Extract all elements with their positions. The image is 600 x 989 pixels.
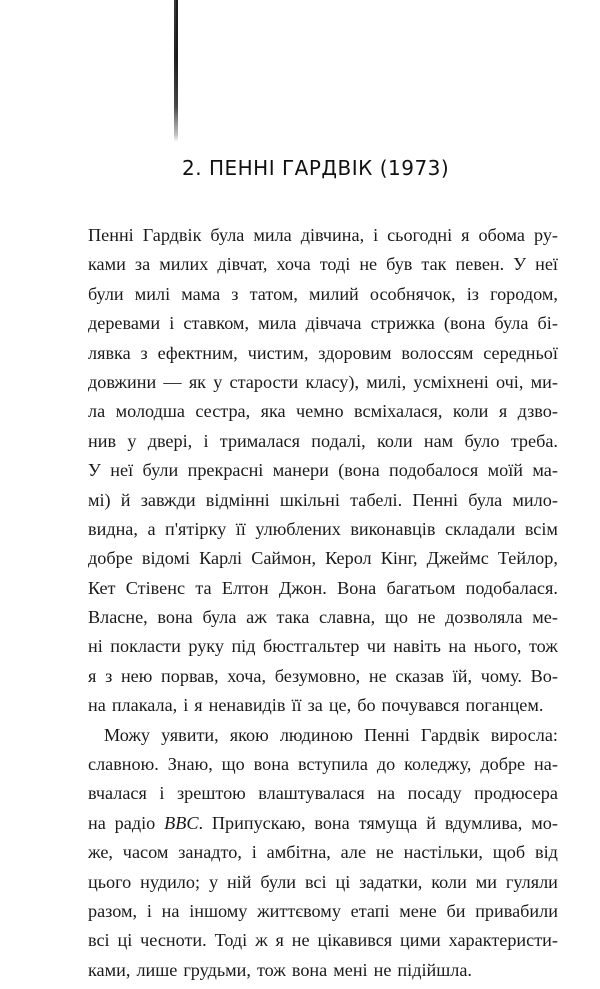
text-line: разом, і на іншому життєвому етапі мене би привабили [88,900,558,921]
text-line: були милі мама з татом, милий особнячок, із городом, [88,283,558,304]
text-line: нив у двері, і трималася подалі, коли нам було треба. [88,430,558,451]
text-line: я з нею порвав, хоча, безумовно, не сказав їй, чому. Во- [88,665,558,686]
text-line: на радіо BBC. Припускаю, вона тямуща й вдумлива, мо- [88,812,558,833]
text-line: же, часом занадто, і амбітна, але не настільки, щоб від [88,842,558,863]
body-text [88,225,558,989]
text-line: Можу уявити, якою людиною Пенні Гардвік виросла: [104,724,558,745]
text-line: видна, а п'ятірку її улюблених виконавців складали всім [88,518,558,539]
text-line: У неї були прекрасні манери (вона подобалося моїй ма- [88,460,558,481]
text-line: ками, лише грудьми, тож вона мені не підійшла. [88,959,472,980]
text-line: добре відомі Карлі Саймон, Керол Кінг, Джеймс Тейлор, [88,548,558,569]
text-line: цього нудило; у ній були всі ці задатки, коли ми гуляли [88,871,558,892]
text-line: славною. Знаю, що вона вступила до коледжу, добре на- [88,754,558,775]
text-line: ні покласти руку під бюстгальтер чи навіть на нього, тож [88,636,558,657]
text-line: ла молодша сестра, яка чемно всміхалася, коли я дзво- [88,401,558,422]
text-line: Пенні Гардвік була мила дівчина, і сьогодні я обома ру- [88,225,558,245]
text-line: лявка з ефектним, чистим, здоровим волоссям середньої [88,342,558,363]
text-line: на плакала, і я ненавидів її за це, бо почувався поганцем. [88,695,544,716]
text-line: мі) й завжди відмінні шкільні табелі. Пенні була мило- [88,489,558,510]
text-line: Власне, вона була аж така славна, що не дозволяла ме- [88,607,558,628]
text-line: деревами і ставком, мила дівчача стрижка (вона була бі- [88,313,558,334]
chapter-title: 2. ПЕННІ ГАРДВІК (1973) [182,156,450,180]
paragraph [88,225,558,725]
text-line: всі ці чесноти. Тоді ж я не цікавився цими характеристи- [88,930,558,951]
text-line: ками за милих дівчат, хоча тоді не був так певен. У неї [88,254,558,275]
text-line: довжини — як у старости класу), милі, усміхнені очі, ми- [88,371,558,392]
text-line: Кет Стівенс та Елтон Джон. Вона багатьом подобалася. [88,577,558,598]
decorative-brush-stroke [174,0,178,142]
text-line: вчалася і зрештою влаштувалася на посаду продюсера [88,783,558,804]
paragraph [88,725,558,989]
